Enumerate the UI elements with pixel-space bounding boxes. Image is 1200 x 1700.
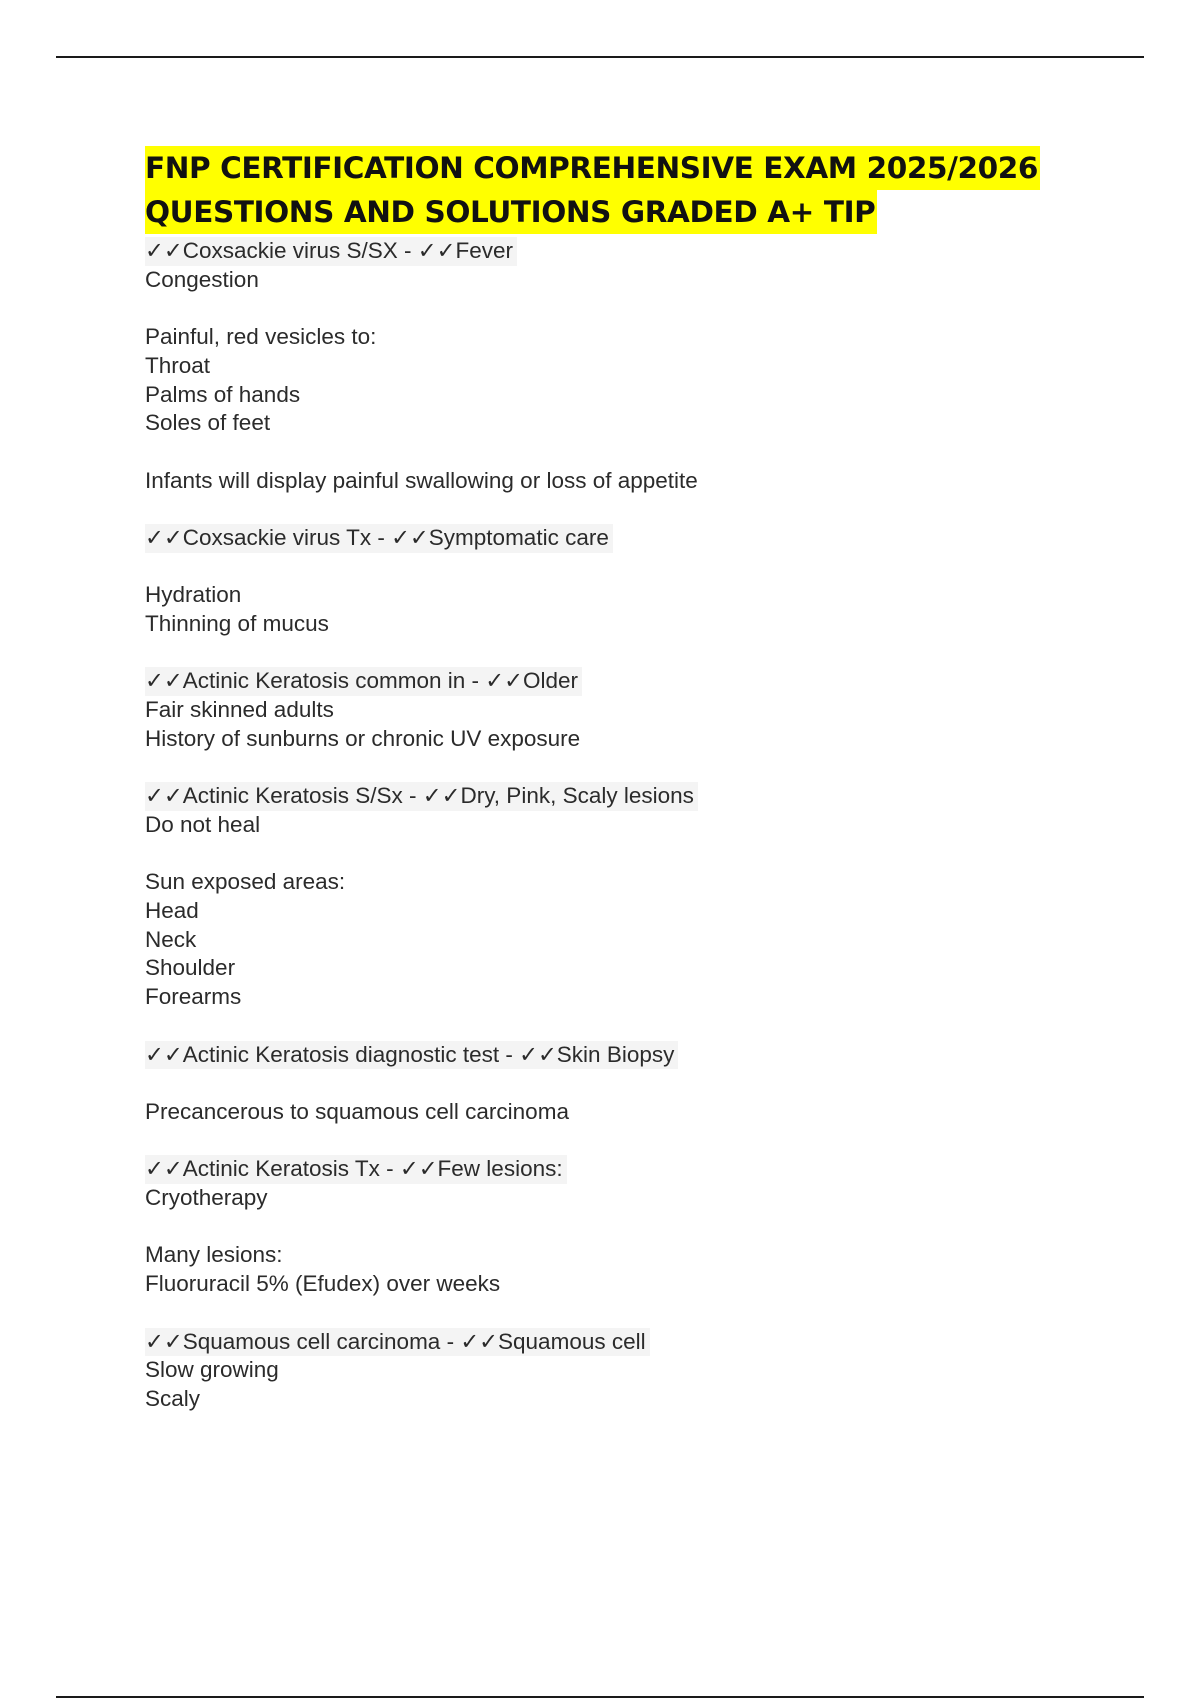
answer-line: Palms of hands [145,381,301,407]
answer-line: Fluoruracil 5% (Efudex) over weeks [145,1271,501,1297]
answer-line: Scaly [145,1385,201,1411]
answer-line: Painful, red vesicles to: [145,324,377,350]
qa-entry [145,237,1085,495]
answer-line: Slow growing [145,1357,279,1383]
header-rule [56,56,1144,58]
qa-list [145,237,1085,1414]
question-text: ✓✓Coxsackie virus S/SX - ✓✓Fever [145,237,517,266]
answer-line: Cryotherapy [145,1185,268,1211]
answer-line: Shoulder [145,955,236,981]
document-body [145,146,1085,1442]
qa-entry [145,782,1085,1012]
title-line-1: FNP CERTIFICATION COMPREHENSIVE EXAM 2025/2026 [145,146,1040,190]
blank-line [145,294,1085,323]
question-text: ✓✓Actinic Keratosis Tx - ✓✓Few lesions: [145,1155,567,1184]
footer-rule [56,1696,1144,1698]
qa-entry [145,1328,1085,1414]
answer-line: Throat [145,352,211,378]
answer-line: Neck [145,926,197,952]
question-text: ✓✓Actinic Keratosis diagnostic test - ✓✓Skin Biopsy [145,1041,678,1070]
answer-line: Fair skinned adults [145,697,334,723]
question-text: ✓✓Squamous cell carcinoma - ✓✓Squamous cell [145,1328,650,1357]
answer-line: Congestion [145,266,259,292]
answer-line: Soles of feet [145,410,271,436]
answer-line: Head [145,898,199,924]
answer-line: Hydration [145,582,242,608]
blank-line [145,840,1085,869]
qa-entry [145,667,1085,753]
answer-line: Many lesions: [145,1242,283,1268]
question-text: ✓✓Actinic Keratosis S/Sx - ✓✓Dry, Pink, Scaly lesions [145,782,698,811]
qa-entry [145,1041,1085,1127]
answer-line: Infants will display painful swallowing or loss of appetite [145,467,698,493]
answer-line: Do not heal [145,811,261,837]
answer-line: Thinning of mucus [145,611,329,637]
question-text: ✓✓Coxsackie virus Tx - ✓✓Symptomatic care [145,524,613,553]
answer-line: Sun exposed areas: [145,869,346,895]
title-line-2: QUESTIONS AND SOLUTIONS GRADED A+ TIP [145,190,877,234]
qa-entry [145,524,1085,639]
answer-line: Precancerous to squamous cell carcinoma [145,1098,569,1124]
answer-line: Forearms [145,984,242,1010]
blank-line [145,553,1085,582]
blank-line [145,438,1085,467]
document-title [145,146,1085,234]
answer-line: History of sunburns or chronic UV exposure [145,725,581,751]
qa-entry [145,1155,1085,1299]
question-text: ✓✓Actinic Keratosis common in - ✓✓Older [145,667,582,696]
blank-line [145,1069,1085,1098]
blank-line [145,1213,1085,1242]
